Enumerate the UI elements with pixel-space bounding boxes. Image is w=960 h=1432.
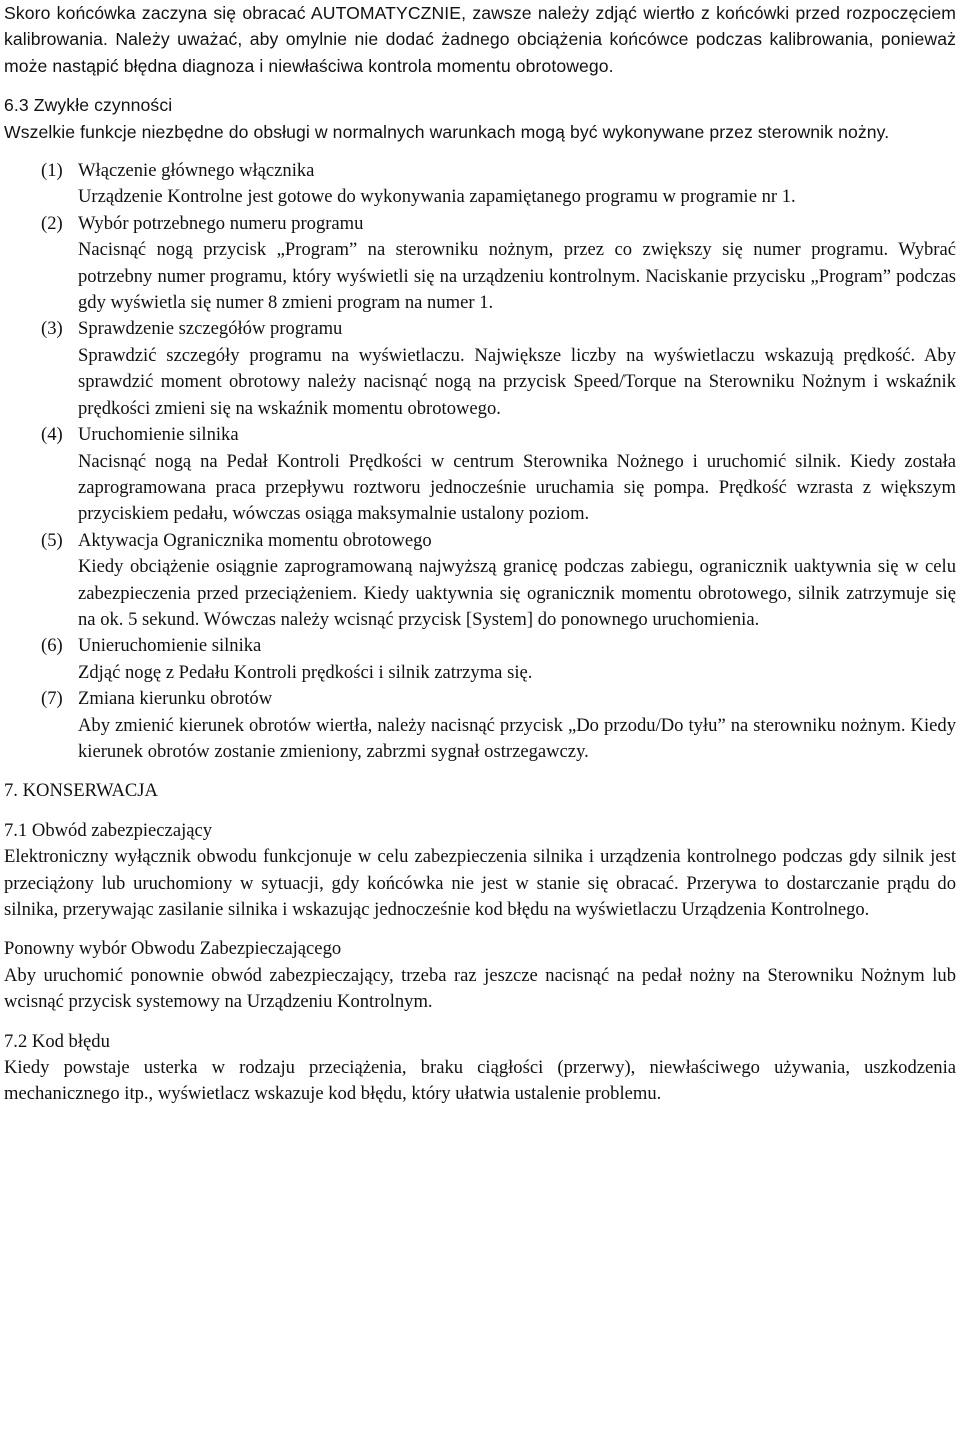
section-7-1-text: Elektroniczny wyłącznik obwodu funkcjonuje w celu zabezpieczenia silnika i urządzenia kontrolnego podczas gdy silnik jest przeciążony lub uruchomiony w sytuacji, gdy końcówka nie jest w stanie się obracać. Przerywa to dostarczanie prądu do silnika, przerywając zasilanie silnika i wskazując jednocześnie kod błędu na wyświetlaczu Urządzenia Kontrolnego. — [4, 846, 956, 920]
list-item — [41, 316, 956, 422]
reselect-text: Aby uruchomić ponownie obwód zabezpieczający, trzeba raz jeszcze nacisnąć na pedał nożny na Sterowniku Nożnym lub wcisnąć przycisk systemowy na Urządzeniu Kontrolnym. — [4, 964, 956, 1013]
step-title: Wybór potrzebnego numeru programu — [78, 212, 364, 234]
intro-paragraph: Skoro końcówka zaczyna się obracać AUTOMATYCZNIE, zawsze należy zdjąć wiertło z końcówki przed rozpoczęciem kalibrowania. Należy uważać, aby omylnie nie dodać żadnego obciążenia końcówce podczas kalibrowania, ponieważ może nastąpić błędna diagnoza i niewłaściwa kontrola momentu obrotowego. — [4, 3, 956, 76]
step-number: (4) — [41, 424, 63, 446]
section-7-2-text: Kiedy powstaje usterka w rodzaju przeciążenia, braku ciągłości (przerwy), niewłaściwego używania, uszkodzenia mechanicznego itp., wyświetlacz wskazuje kod błędu, który ułatwia ustalenie problemu. — [4, 1057, 956, 1105]
step-title: Unieruchomienie silnika — [78, 635, 262, 657]
reselect-heading: Ponowny wybór Obwodu Zabezpieczającego — [4, 938, 342, 960]
step-number: (7) — [41, 688, 63, 710]
step-number: (6) — [41, 635, 63, 657]
list-item — [41, 686, 956, 765]
step-text: Aby zmienić kierunek obrotów wiertła, należy nacisnąć przycisk „Do przodu/Do tyłu” na sterowniku nożnym. Kiedy kierunek obrotów zostanie zmieniony, zabrzmi sygnał ostrzegawczy. — [78, 714, 956, 762]
step-text: Urządzenie Kontrolne jest gotowe do wykonywania zapamiętanego programu w programie nr 1. — [78, 186, 796, 208]
section-7-2-heading: 7.2 Kod błędu — [4, 1030, 110, 1052]
section-7-heading: 7. KONSERWACJA — [4, 780, 158, 802]
step-title: Sprawdzenie szczegółów programu — [78, 318, 343, 340]
step-title: Aktywacja Ogranicznika momentu obrotowego — [78, 529, 432, 551]
step-text: Nacisnąć nogą przycisk „Program” na sterowniku nożnym, przez co zwiększy się numer programu. Wybrać potrzebny numer programu, który wyświetli się na urządzeniu kontrolnym. Naciskanie przycisku „Program” podczas gdy wyświetla się numer 8 zmieni program na numer 1. — [78, 239, 956, 314]
step-text: Sprawdzić szczegóły programu na wyświetlaczu. Największe liczby na wyświetlaczu wskazują prędkość. Aby sprawdzić moment obrotowy należy nacisnąć nogą na przycisk Speed/Torque na Sterowniku Nożnym i wskaźnik prędkości zmieni się na wskaźnik momentu obrotowego. — [78, 344, 956, 419]
section-6-3-text: Wszelkie funkcje niezbędne do obsługi w normalnych warunkach mogą być wykonywane przez sterownik nożny. — [4, 121, 890, 142]
list-item — [41, 211, 956, 317]
steps-list — [4, 158, 956, 765]
step-text: Zdjąć nogę z Pedału Kontroli prędkości i silnik zatrzyma się. — [78, 661, 533, 683]
step-number: (1) — [41, 160, 63, 182]
list-item — [41, 528, 956, 634]
section-6-3-heading: 6.3 Zwykłe czynności — [4, 95, 173, 116]
step-text: Nacisnąć nogą na Pedał Kontroli Prędkości w centrum Sterownika Nożnego i uruchomić silnik. Kiedy została zaprogramowana praca przepływu roztworu jednocześnie uruchamia się pompa. Prędkość wzrasta z większym przyciskiem pedału, wówczas osiąga maksymalnie ustalony poziom. — [78, 450, 956, 525]
list-item — [41, 422, 956, 528]
step-number: (3) — [41, 318, 63, 340]
step-number: (2) — [41, 212, 63, 234]
step-number: (5) — [41, 529, 63, 551]
step-title: Zmiana kierunku obrotów — [78, 688, 273, 710]
list-item — [41, 633, 956, 686]
step-title: Uruchomienie silnika — [78, 424, 239, 446]
section-7-1-heading: 7.1 Obwód zabezpieczający — [4, 819, 213, 841]
step-title: Włączenie głównego włącznika — [78, 160, 315, 182]
step-text: Kiedy obciążenie osiągnie zaprogramowaną najwyższą granicę podczas zabiegu, ogranicznik uaktywnia się w celu zabezpieczenia przed przeciążeniem. Kiedy uaktywnia się ogranicznik momentu obrotowego, silnik zatrzymuje się na ok. 5 sekund. Wówczas należy wcisnąć przycisk [System] do ponownego uruchomienia. — [78, 556, 956, 630]
list-item — [41, 158, 956, 211]
